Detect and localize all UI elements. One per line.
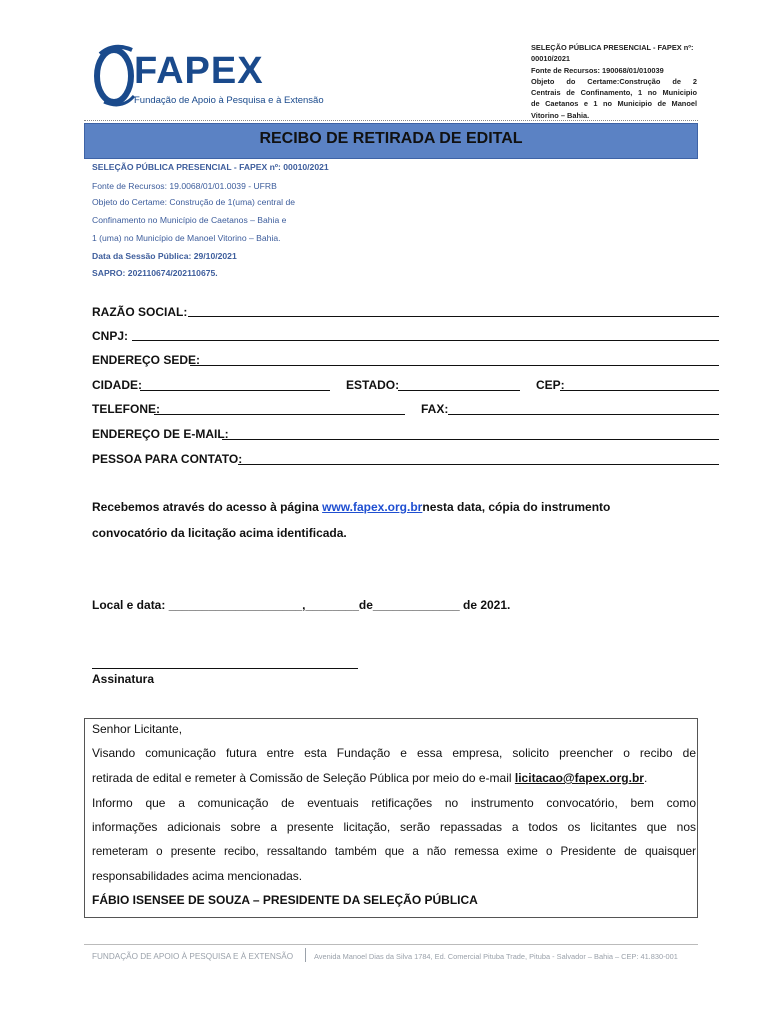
receipt-paragraph-2: convocatório da licitação acima identificada. — [92, 526, 347, 540]
label-telefone: TELEFONE: — [92, 402, 160, 416]
header-info — [531, 42, 697, 132]
label-cidade: CIDADE: — [92, 378, 142, 392]
signature-label: Assinatura — [92, 672, 155, 686]
header-divider — [84, 120, 698, 121]
notice-signoff: FÁBIO ISENSEE DE SOUZA – PRESIDENTE DA SELEÇÃO PÚBLICA — [92, 893, 478, 907]
notice-text: retirada de edital e remeter à Comissão de Seleção Pública por meio do e-mail — [92, 771, 515, 785]
notice-greeting: Senhor Licitante, — [92, 722, 183, 736]
receipt-paragraph — [92, 500, 610, 514]
fapex-website-link[interactable]: www.fapex.org.br — [322, 500, 423, 514]
info-sapro: SAPRO: 202110674/202110675. — [92, 268, 218, 278]
label-cep: CEP: — [536, 378, 565, 392]
local-data-line: Local e data: ____________________,________de_____________ de 2021. — [92, 598, 511, 612]
info-fonte: Fonte de Recursos: 19.0068/01/01.0039 - UFRB — [92, 181, 277, 191]
footer-separator — [305, 948, 306, 962]
info-objeto-2: Confinamento no Município de Caetanos – Bahia e — [92, 215, 287, 225]
label-estado: ESTADO: — [346, 378, 400, 392]
header-line: de Caetanos e 1 no Municipio de Manoel — [531, 99, 697, 109]
contato-field[interactable] — [238, 464, 719, 465]
info-objeto: Objeto do Certame: Construção de 1(uma) central de — [92, 197, 296, 207]
estado-field[interactable] — [398, 390, 520, 391]
notice-line-email — [92, 771, 696, 785]
logo-tagline: Fundação de Apoio à Pesquisa e à Extensão — [134, 95, 324, 106]
logo-wordmark: FAPEX — [134, 50, 264, 92]
header-line: 00010/2021 — [531, 54, 571, 64]
telefone-field[interactable] — [154, 414, 405, 415]
fax-field[interactable] — [448, 414, 719, 415]
header-line: SELEÇÃO PÚBLICA PRESENCIAL - FAPEX nº: — [531, 43, 694, 52]
notice-line: responsabilidades acima mencionadas. — [92, 869, 303, 883]
licitacao-email-link[interactable]: licitacao@fapex.org.br — [514, 771, 644, 785]
cidade-field[interactable] — [140, 390, 330, 391]
header-line: Vitorino – Bahia. — [531, 110, 590, 120]
receipt-text: Recebemos através do acesso à página — [92, 500, 323, 514]
notice-line: informações adicionais sobre a presente licitação, serão repassadas a todos os licitantes que nos — [92, 820, 696, 834]
page-title: RECIBO DE RETIRADA DE EDITAL — [259, 130, 523, 147]
notice-line: Visando comunicação futura entre esta Fundação e essa empresa, solicito preencher o recibo de — [92, 746, 696, 760]
fapex-swirl-icon — [92, 40, 140, 110]
info-data-sessao: Data da Sessão Pública: 29/10/2021 — [92, 251, 237, 261]
endereco-sede-field[interactable] — [190, 365, 719, 366]
signature-line[interactable] — [92, 668, 358, 669]
razao-social-field[interactable] — [188, 316, 719, 317]
footer-org-name: FUNDAÇÃO DE APOIO À PESQUISA E À EXTENSÃO — [92, 952, 294, 961]
title-bar — [84, 123, 698, 159]
notice-line: Informo que a comunicação de eventuais retificações no instrumento convocatório, bem como — [92, 796, 696, 810]
cep-field[interactable] — [560, 390, 719, 391]
label-cnpj: CNPJ: — [92, 329, 129, 343]
label-email: ENDEREÇO DE E-MAIL: — [92, 427, 229, 441]
header-line: Centrais de Confinamento, 1 no Municipio — [531, 88, 697, 98]
receipt-text-2: nesta data, cópia do instrumento — [422, 500, 611, 514]
label-contato: PESSOA PARA CONTATO: — [92, 452, 243, 466]
info-objeto-3: 1 (uma) no Município de Manoel Vitorino – Bahia. — [92, 233, 281, 243]
info-selecao: SELEÇÃO PÚBLICA PRESENCIAL - FAPEX nº: 00010/2021 — [92, 162, 329, 172]
label-endereco-sede: ENDEREÇO SEDE: — [92, 353, 201, 367]
footer-divider — [84, 944, 698, 945]
notice-text-end: . — [643, 771, 648, 785]
footer-address: Avenida Manoel Dias da Silva 1784, Ed. Comercial Pituba Trade, Pituba - Salvador – Bahia – CEP: 41.830-001 — [314, 952, 678, 961]
cnpj-field[interactable] — [132, 340, 719, 341]
label-razao-social: RAZÃO SOCIAL: — [92, 305, 188, 319]
header-line: Fonte de Recursos: 190068/01/010039 — [531, 65, 664, 75]
header-line: Objeto do Certame:Construção de 2 — [531, 76, 697, 86]
label-fax: FAX: — [421, 402, 449, 416]
notice-line: remeteram o presente recibo, ressaltando também que a não remessa exime o Presidente de quaisquer — [92, 845, 696, 858]
email-field[interactable] — [222, 439, 719, 440]
